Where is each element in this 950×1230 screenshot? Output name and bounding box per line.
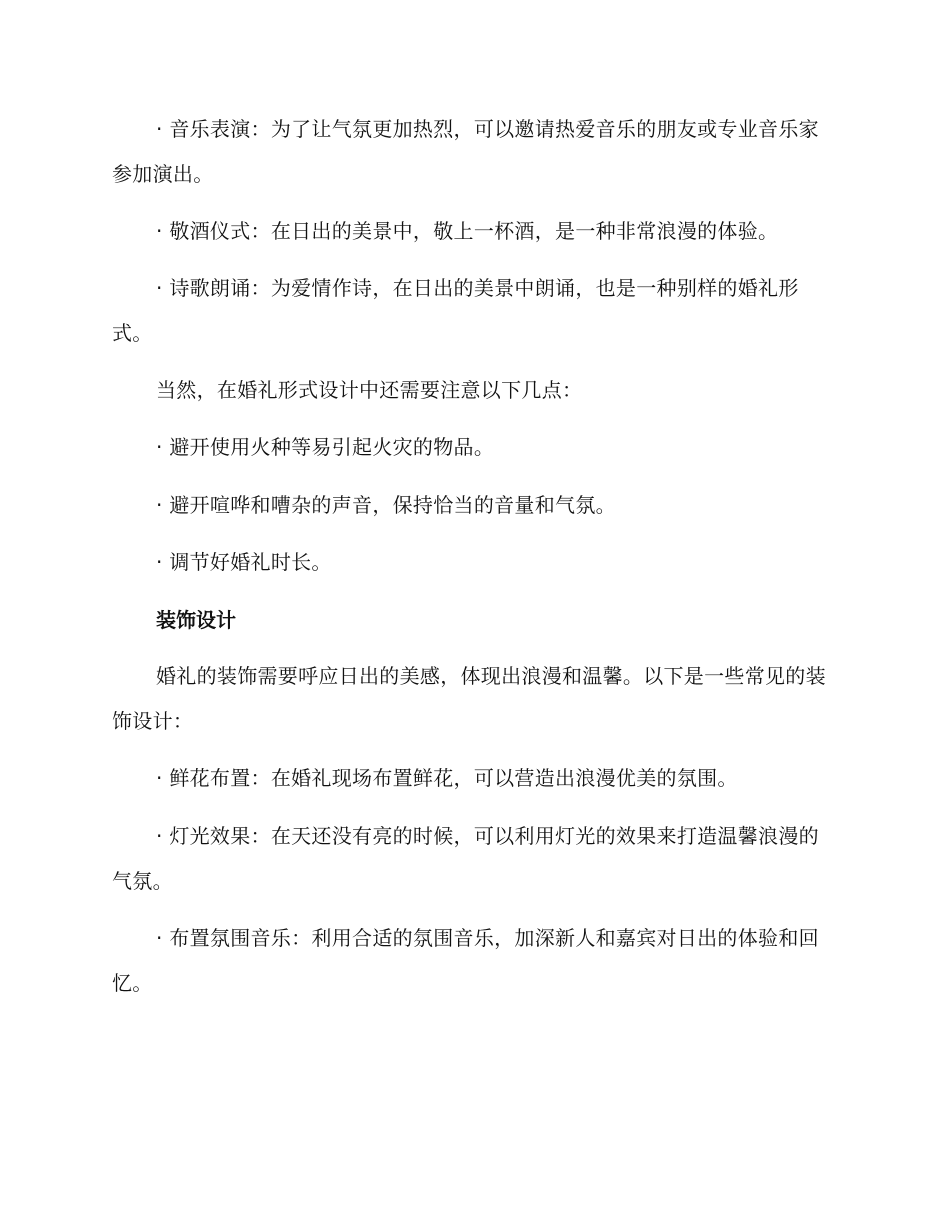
- section-heading-decoration: 装饰设计: [156, 608, 236, 632]
- paragraph-poetry-recitation: · 诗歌朗诵：为爱情作诗，在日出的美景中朗诵，也是一种别样的婚礼形式。: [112, 276, 799, 345]
- paragraph-toast-ceremony: · 敬酒仪式：在日出的美景中，敬上一杯酒，是一种非常浪漫的体验。: [156, 219, 779, 243]
- paragraph-avoid-fire: · 避开使用火种等易引起火灾的物品。: [156, 435, 495, 459]
- paragraph-adjust-duration: · 调节好婚礼时长。: [156, 550, 332, 574]
- paragraph-music-performance: · 音乐表演：为了让气氛更加热烈，可以邀请热爱音乐的朋友或专业音乐家参加演出。: [112, 117, 819, 186]
- paragraph-lighting-effects: · 灯光效果：在天还没有亮的时候，可以利用灯光的效果来打造温馨浪漫的气氛。: [112, 824, 819, 893]
- paragraph-notes-intro: 当然，在婚礼形式设计中还需要注意以下几点：: [156, 378, 583, 402]
- paragraph-flower-arrangement: · 鲜花布置：在婚礼现场布置鲜花，可以营造出浪漫优美的氛围。: [156, 766, 738, 790]
- paragraph-ambient-music: · 布置氛围音乐：利用合适的氛围音乐，加深新人和嘉宾对日出的体验和回忆。: [112, 926, 819, 995]
- paragraph-decoration-intro: 婚礼的装饰需要呼应日出的美感，体现出浪漫和温馨。以下是一些常见的装饰设计：: [112, 664, 826, 733]
- paragraph-avoid-noise: · 避开喧哗和嘈杂的声音，保持恰当的音量和气氛。: [156, 493, 616, 517]
